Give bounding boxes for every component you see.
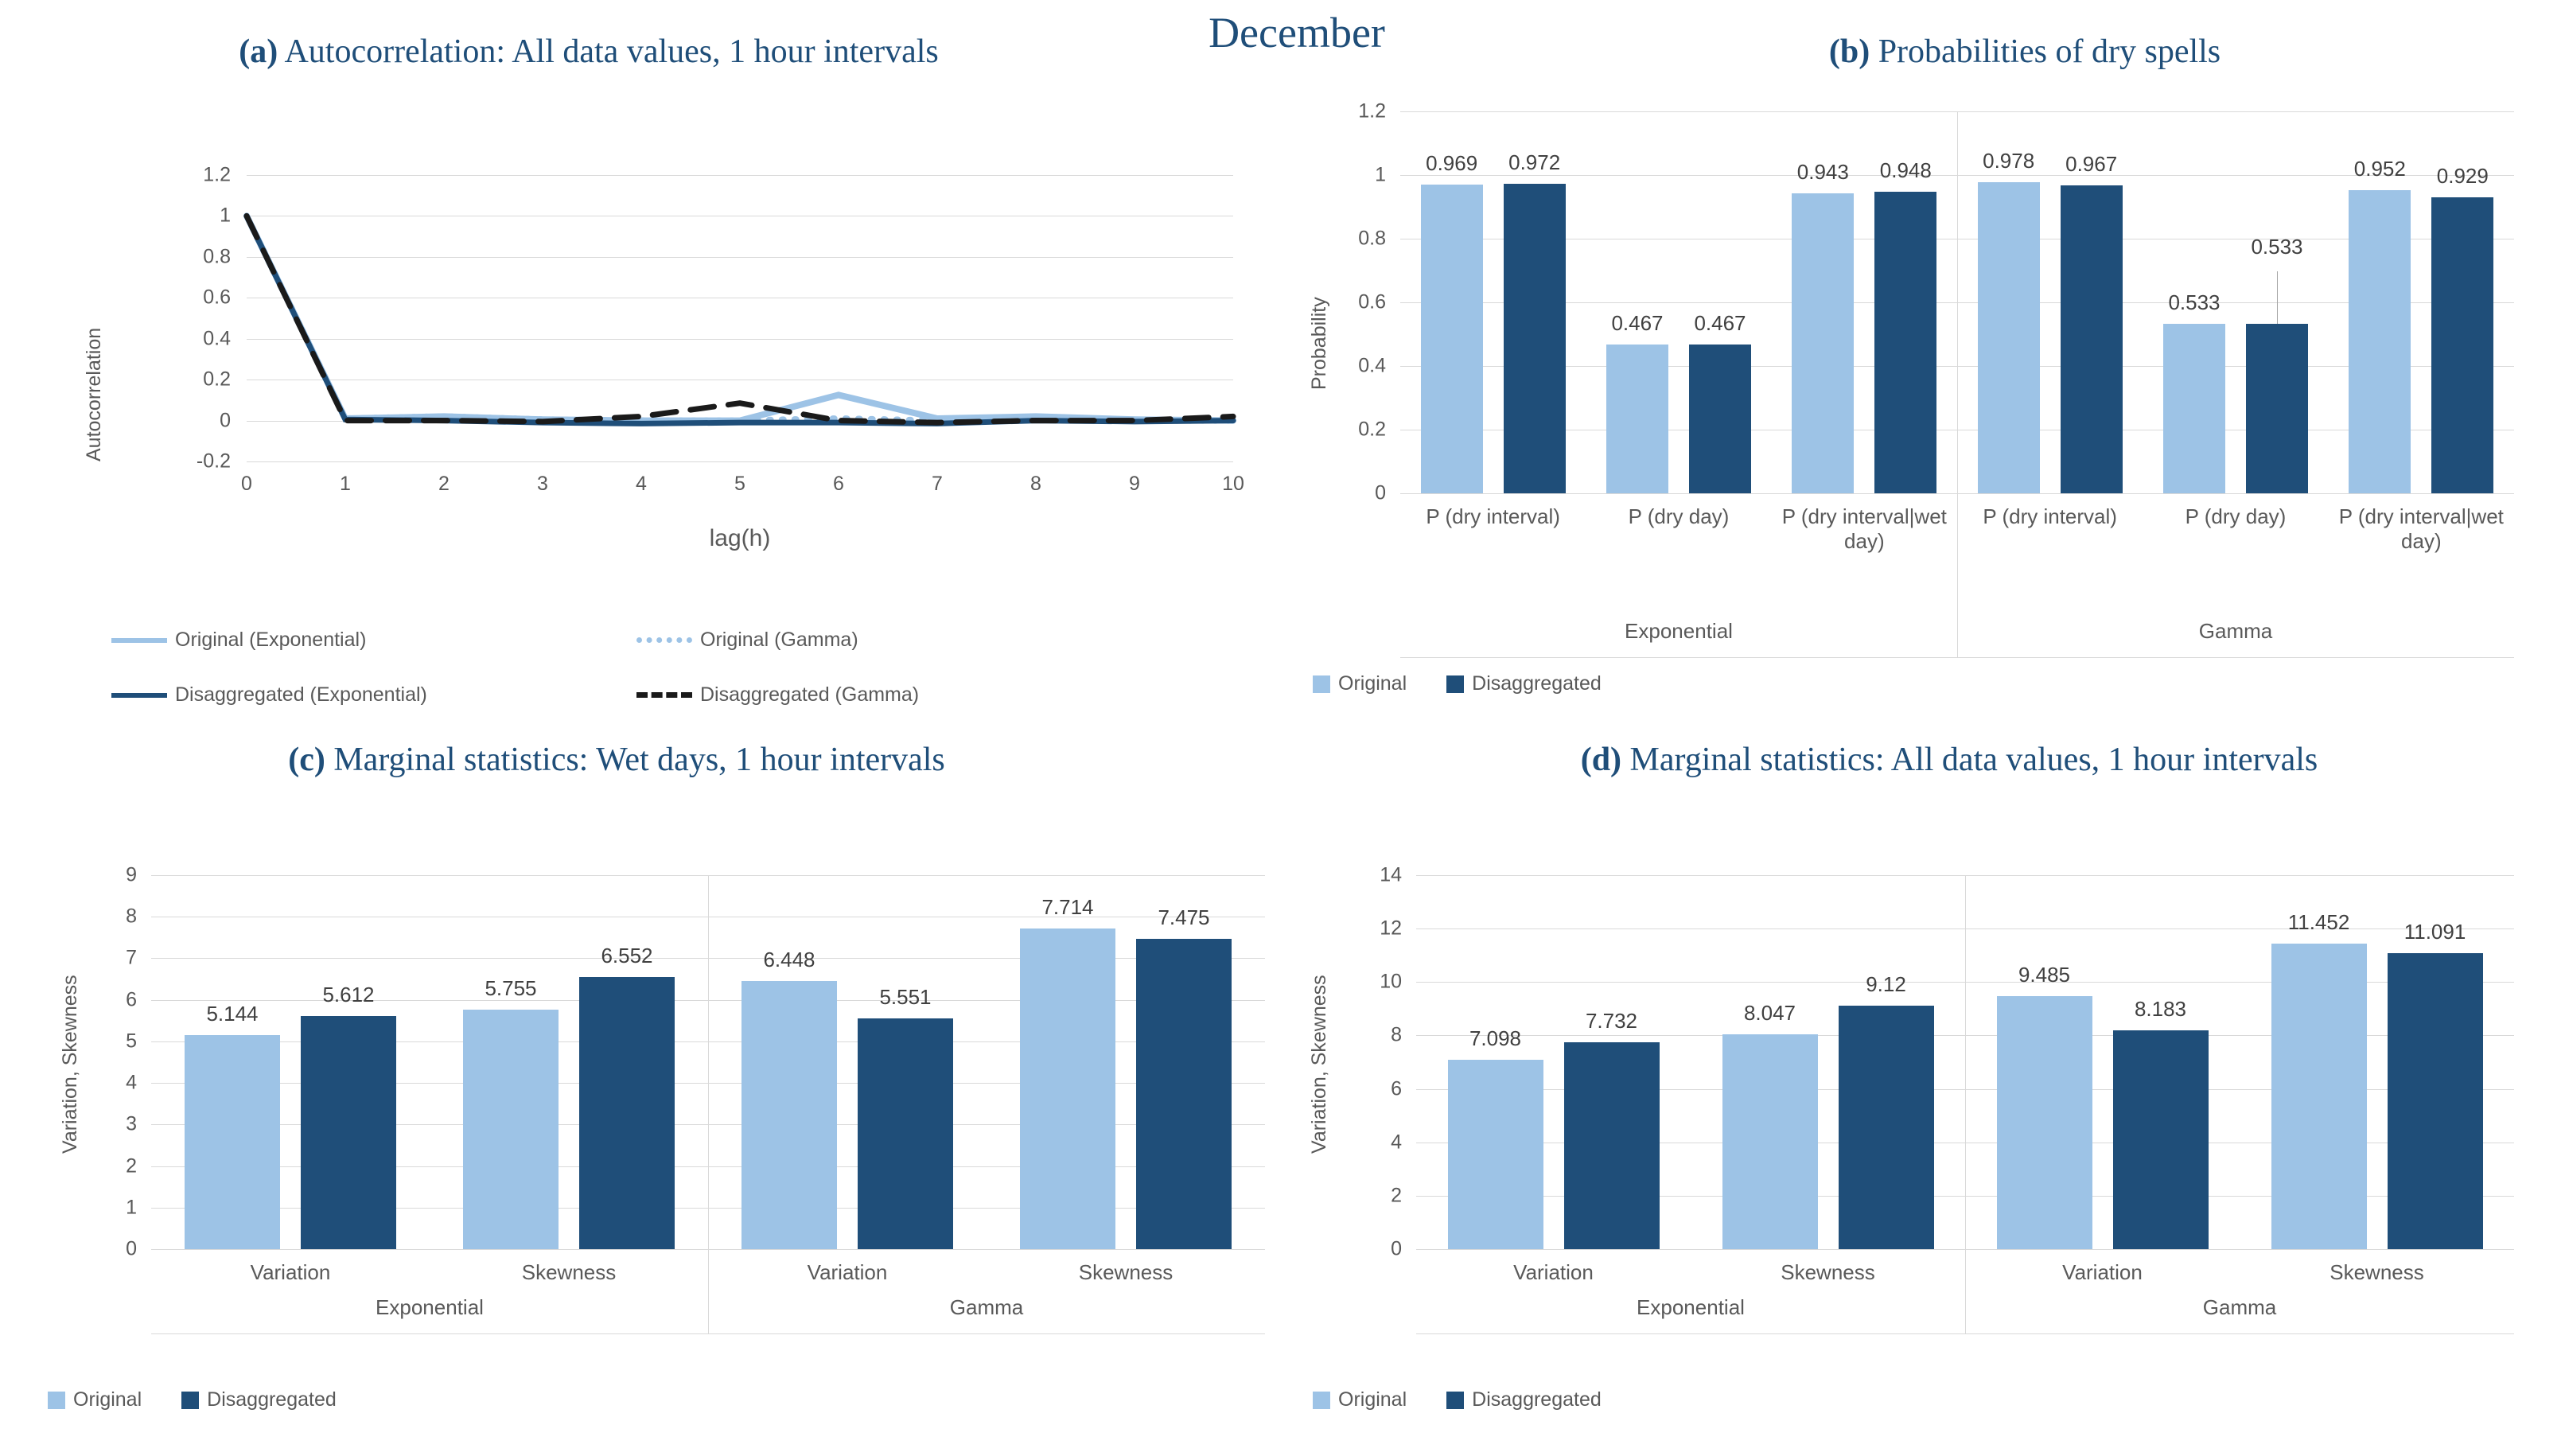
y-tick-label: 9 (126, 863, 137, 886)
bar-value-label: 11.452 (2287, 909, 2350, 934)
group-baseline (151, 1333, 1265, 1334)
y-tick-label: 12 (1380, 917, 1402, 940)
legend-item-original-exponential (111, 629, 605, 652)
bar-value-label: 0.467 (1694, 311, 1746, 336)
legend-item-disaggregated-exponential (111, 683, 605, 707)
bar-original (2163, 324, 2225, 493)
panel-b-title (1567, 32, 2482, 72)
bar-original (185, 1035, 280, 1249)
group-baseline (1416, 1333, 2514, 1334)
chart-b (1297, 95, 2538, 643)
category-label: P (dry interval) (1983, 504, 2117, 528)
y-tick-label: 0 (126, 1237, 137, 1260)
y-tick-label: 7 (126, 946, 137, 969)
panel-a-title (119, 32, 1058, 72)
bar-disaggregated (579, 977, 675, 1249)
bar-value-label: 7.732 (1585, 1009, 1638, 1034)
bar-original (1792, 193, 1854, 493)
series-2 (247, 216, 1233, 423)
panel-d-title-text: Marginal statistics: All data values, 1 hour intervals (1629, 742, 2318, 778)
category-label: Variation (2062, 1260, 2143, 1284)
bar-value-label: 0.967 (2065, 152, 2118, 177)
y-tick-label: 1 (1375, 163, 1386, 186)
series-1 (247, 216, 1233, 420)
legend-item-disaggregated (1446, 1388, 1602, 1411)
bar-disaggregated (2061, 185, 2123, 493)
group-separator (708, 875, 709, 1333)
swatch-disaggregated-icon (181, 1392, 199, 1409)
bar-value-label: 9.485 (2018, 962, 2071, 987)
y-tick-label: 2 (1391, 1184, 1402, 1207)
y-tick-label: 14 (1380, 863, 1402, 886)
y-tick-label: 0.8 (1358, 227, 1386, 250)
legend-label: Original (Gamma) (700, 629, 858, 651)
category-label: Skewness (1078, 1260, 1174, 1284)
chart-c (48, 843, 1273, 1368)
bar-value-label: 9.12 (1866, 971, 1906, 996)
category-label: Skewness (1781, 1260, 1875, 1284)
category-label: Variation (1513, 1260, 1594, 1284)
category-label: P (dry day) (1628, 504, 1730, 528)
panel-d-title (1432, 740, 2466, 781)
legend-label: Original (Exponential) (175, 629, 367, 651)
series-3 (247, 216, 1233, 422)
panel-d-label: (d) (1580, 742, 1622, 778)
group-label: Exponential (1637, 1295, 1745, 1319)
bar-original (2349, 190, 2411, 493)
y-tick-label: 10 (1380, 970, 1402, 993)
y-tick-label: 0.2 (1358, 418, 1386, 441)
month-title: December (1209, 9, 1385, 56)
bar-original (1722, 1034, 1818, 1249)
chart-d-legend (1313, 1388, 1633, 1411)
bar-original (1448, 1060, 1543, 1249)
bar-value-label: 5.551 (879, 985, 932, 1010)
bar-value-label: 0.969 (1426, 151, 1478, 176)
x-tick-label: 10 (1222, 473, 1244, 495)
legend-item-disaggregated-gamma (636, 683, 919, 707)
bar-value-label: 6.552 (601, 943, 653, 967)
x-tick-label: 6 (833, 473, 844, 495)
y-tick-label: 4 (126, 1071, 137, 1094)
group-label: Gamma (949, 1295, 1024, 1319)
panel-a-label: (a) (239, 33, 278, 70)
legend-label: Disaggregated (1472, 672, 1602, 695)
y-tick-label: 0.4 (1358, 354, 1386, 377)
category-label: Variation (807, 1260, 888, 1284)
bar-value-label: 5.612 (322, 982, 375, 1006)
legend-item-original (48, 1388, 142, 1411)
y-tick-label: 6 (126, 988, 137, 1011)
chart-b-legend (1313, 672, 1633, 695)
swatch-disaggregated-icon (1446, 675, 1464, 693)
chart-a (80, 151, 1273, 551)
category-label: P (dry interval) (1426, 504, 1560, 528)
bar-original (1421, 185, 1483, 493)
x-tick-label: 3 (537, 473, 548, 495)
bar-disaggregated (2246, 324, 2308, 493)
panel-c-title (80, 740, 1154, 781)
y-tick-label: 8 (126, 905, 137, 928)
bar-original (1606, 345, 1668, 493)
bar-disaggregated (1136, 939, 1232, 1249)
chart-c-legend (48, 1388, 368, 1411)
y-tick-label: 0.4 (203, 327, 231, 350)
y-tick-label: -0.2 (196, 450, 231, 473)
chart-c-ylabel: Variation, Skewness (59, 975, 81, 1154)
bar-original (2271, 944, 2367, 1249)
group-label: Gamma (2198, 619, 2273, 643)
y-tick-label: 8 (1391, 1023, 1402, 1046)
legend-item-original (1313, 672, 1407, 695)
x-tick-label: 5 (734, 473, 745, 495)
bar-value-label: 5.144 (206, 1002, 259, 1026)
panel-b-title-text: Probabilities of dry spells (1878, 33, 2221, 70)
legend-label: Original (1338, 672, 1407, 695)
bar-disaggregated (1504, 184, 1566, 493)
bar-disaggregated (1564, 1042, 1660, 1249)
bar-disaggregated (858, 1018, 953, 1249)
swatch-disaggregated-icon (1446, 1392, 1464, 1409)
legend-label: Disaggregated (1472, 1388, 1602, 1411)
panel-b-label: (b) (1828, 33, 1870, 70)
bar-disaggregated (2431, 197, 2493, 493)
legend-label: Disaggregated (207, 1388, 337, 1411)
y-tick-label: 0.2 (203, 368, 231, 391)
group-separator (1957, 111, 1958, 657)
category-label: P (dry day) (2185, 504, 2287, 528)
legend-label: Disaggregated (Exponential) (175, 683, 427, 706)
chart-b-ylabel: Probability (1308, 297, 1330, 390)
bar-disaggregated (1839, 1006, 1934, 1249)
legend-label: Disaggregated (Gamma) (700, 683, 920, 706)
category-label: Skewness (2330, 1260, 2424, 1284)
bar-value-label: 6.448 (763, 948, 815, 972)
y-tick-label: 6 (1391, 1077, 1402, 1100)
line-solid-light-icon (111, 638, 167, 643)
panel-c-label: (c) (288, 742, 325, 778)
x-tick-label: 8 (1030, 473, 1041, 495)
leader-line (2277, 271, 2278, 324)
y-tick-label: 1.2 (203, 163, 231, 186)
y-tick-label: 5 (126, 1030, 137, 1053)
bar-value-label: 7.098 (1469, 1026, 1522, 1050)
x-tick-label: 7 (932, 473, 943, 495)
y-tick-label: 1 (126, 1196, 137, 1219)
category-label: Skewness (521, 1260, 617, 1284)
x-tick-label: 1 (340, 473, 351, 495)
bar-value-label: 0.929 (2436, 164, 2489, 189)
swatch-original-icon (1313, 1392, 1330, 1409)
y-tick-label: 0 (220, 409, 231, 432)
swatch-original-icon (1313, 675, 1330, 693)
bar-value-label: 0.533 (2251, 234, 2303, 259)
x-tick-label: 0 (241, 473, 252, 495)
line-dashed-black-icon (636, 692, 692, 698)
bar-disaggregated (301, 1016, 396, 1249)
panel-c-title-text: Marginal statistics: Wet days, 1 hour intervals (333, 742, 945, 778)
panel-a-title-text: Autocorrelation: All data values, 1 hour intervals (284, 33, 939, 70)
legend-item-disaggregated (1446, 672, 1602, 695)
y-tick-label: 0.8 (203, 245, 231, 268)
bar-value-label: 0.533 (2168, 290, 2221, 314)
bar-value-label: 0.948 (1879, 158, 1932, 182)
y-tick-label: 0 (1391, 1237, 1402, 1260)
category-label: P (dry interval|wet day) (2338, 504, 2504, 554)
bar-value-label: 0.943 (1796, 159, 1849, 184)
x-tick-label: 4 (636, 473, 647, 495)
bar-value-label: 8.183 (2134, 997, 2187, 1022)
bar-value-label: 11.091 (2403, 919, 2466, 944)
bar-disaggregated (2113, 1030, 2209, 1249)
group-label: Gamma (2202, 1295, 2277, 1319)
legend-label: Original (1338, 1388, 1407, 1411)
group-baseline (1400, 657, 2514, 658)
bar-value-label: 7.714 (1041, 895, 1094, 920)
bar-disaggregated (1689, 345, 1751, 493)
group-label: Exponential (376, 1295, 484, 1319)
bar-original (1978, 182, 2040, 493)
y-tick-label: 4 (1391, 1131, 1402, 1154)
chart-a-legend (111, 629, 1265, 707)
group-label: Exponential (1625, 619, 1733, 643)
bar-value-label: 0.952 (2353, 157, 2406, 181)
bar-value-label: 7.475 (1158, 905, 1210, 929)
chart-a-ylabel: Autocorrelation (83, 327, 105, 461)
y-tick-label: 1 (220, 204, 231, 227)
bar-value-label: 0.972 (1508, 150, 1561, 175)
bar-original (741, 981, 837, 1249)
y-tick-label: 0 (1375, 481, 1386, 504)
bar-disaggregated (2388, 953, 2483, 1249)
chart-d-ylabel: Variation, Skewness (1308, 975, 1330, 1154)
bar-value-label: 0.978 (1983, 148, 2035, 173)
category-label: Variation (250, 1260, 331, 1284)
line-solid-dark-icon (111, 693, 167, 698)
chart-a-lines (80, 151, 1273, 501)
bar-original (1020, 928, 1115, 1249)
series-0 (247, 216, 1233, 420)
y-tick-label: 1.2 (1358, 99, 1386, 123)
bar-disaggregated (1874, 192, 1936, 493)
bar-original (463, 1010, 559, 1249)
legend-label: Original (73, 1388, 142, 1411)
line-dotted-light-icon (636, 637, 692, 643)
chart-d (1297, 843, 2538, 1368)
x-tick-label: 9 (1129, 473, 1140, 495)
x-tick-label: 2 (438, 473, 450, 495)
bar-value-label: 5.755 (485, 976, 537, 1001)
bar-value-label: 8.047 (1743, 1000, 1796, 1025)
legend-item-disaggregated (181, 1388, 337, 1411)
chart-a-xlabel: lag(h) (709, 525, 771, 551)
swatch-original-icon (48, 1392, 65, 1409)
legend-item-original-gamma (636, 629, 858, 652)
bar-original (1997, 996, 2092, 1249)
legend-item-original (1313, 1388, 1407, 1411)
y-tick-label: 0.6 (1358, 290, 1386, 313)
category-label: P (dry interval|wet day) (1781, 504, 1947, 554)
y-tick-label: 3 (126, 1112, 137, 1135)
group-separator (1965, 875, 1966, 1333)
y-tick-label: 0.6 (203, 286, 231, 309)
y-tick-label: 2 (126, 1154, 137, 1178)
bar-value-label: 0.467 (1611, 311, 1664, 336)
